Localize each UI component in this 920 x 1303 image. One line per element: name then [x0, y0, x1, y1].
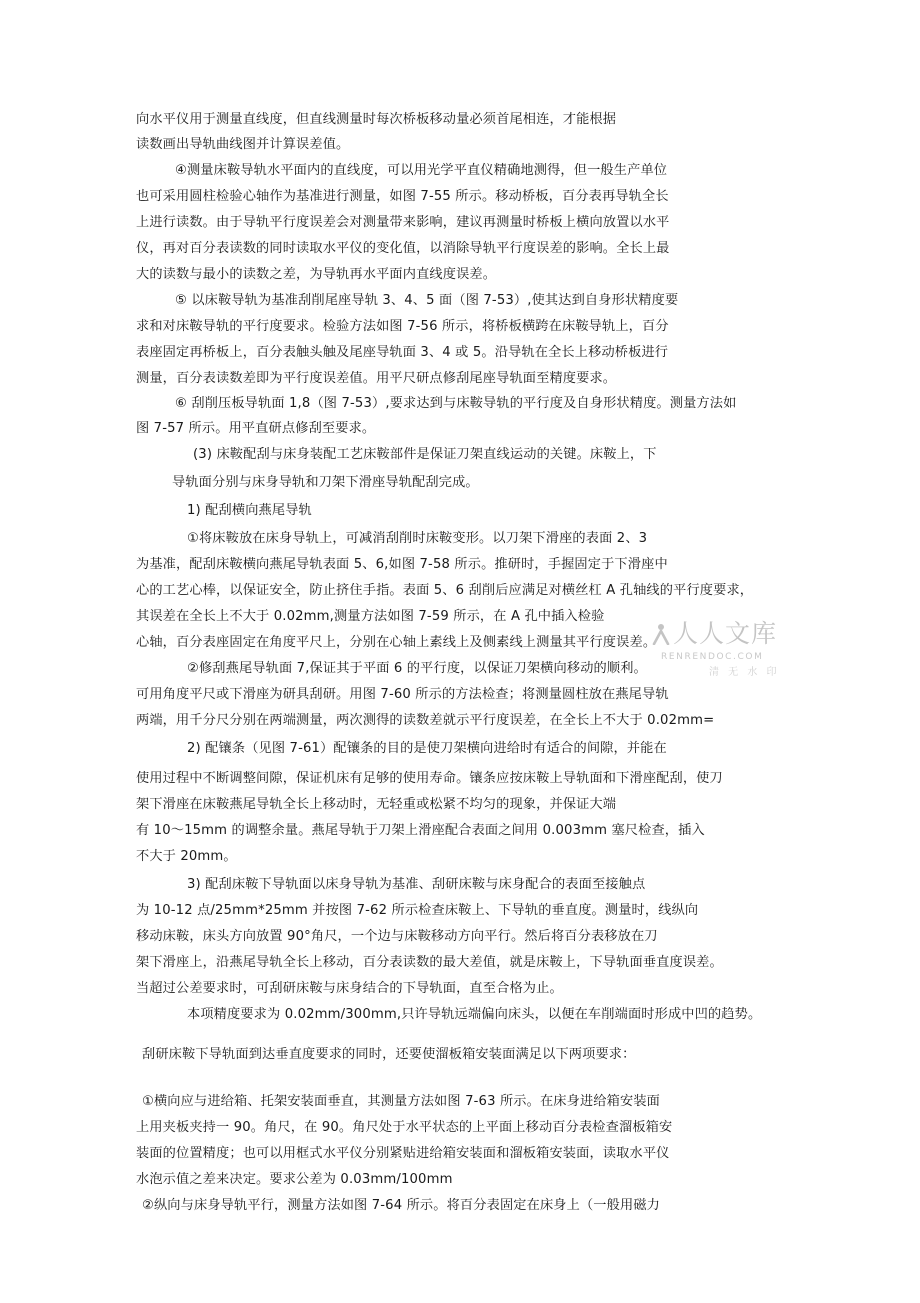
watermark [651, 619, 781, 689]
text-line: ⑤ 以床鞍导轨为基准刮削尾座导轨 3、4、5 面（图 7-53）,使其达到自身形状精度要 [175, 293, 679, 308]
text-line: 为 10-12 点/25mm*25mm 并按图 7-62 所示检查床鞍上、下导轨的垂直度。测量时，线纵向 [136, 903, 699, 918]
text-line: ①横向应与进给箱、托架安装面垂直，其测量方法如图 7-63 所示。在床身进给箱安装面 [142, 1094, 660, 1109]
text-line: 向水平仪用于测量直线度，但直线测量时每次桥板移动量必须首尾相连，才能根据 [136, 112, 617, 127]
text-line: 有 10～15mm 的调整余量。燕尾导轨于刀架上滑座配合表面之间用 0.003mm 塞尺检查，插入 [136, 823, 705, 838]
text-line: 读数画出导轨曲线图并计算误差值。 [136, 137, 350, 152]
text-line: 2) 配镶条（见图 7-61）配镶条的目的是使刀架横向进给时有适合的间隙，并能在 [187, 741, 667, 756]
text-line: 图 7-57 所示。用平直研点修刮至要求。 [136, 421, 376, 436]
text-line: ②修刮燕尾导轨面 7,保证其于平面 6 的平行度，以保证刀架横向移动的顺利。 [187, 661, 647, 676]
text-line: 移动床鞍，床头方向放置 90°角尺，一个边与床鞍移动方向平行。然后将百分表移放在刀 [136, 929, 658, 944]
text-line: 为基准，配刮床鞍横向燕尾导轨表面 5、6,如图 7-58 所示。推研时，手握固定于下滑座中 [136, 557, 668, 572]
text-line: 心轴，百分表座固定在角度平尺上，分别在心轴上素线上及侧素线上测量其平行度误差。 [136, 635, 657, 650]
watermark-logo-icon [651, 623, 671, 645]
text-line: 其误差在全长上不大于 0.02mm,测量方法如图 7-59 所示，在 A 孔中插入检验 [136, 609, 605, 624]
text-line: 架下滑座上，沿燕尾导轨全长上移动，百分表读数的最大差值，就是床鞍上，下导轨面垂直度误差。 [136, 955, 723, 970]
text-line: 不大于 20mm。 [136, 849, 237, 864]
text-line: 测量，百分表读数差即为平行度误差值。用平尺研点修刮尾座导轨面至精度要求。 [136, 371, 617, 386]
text-line: 水泡示值之差来决定。要求公差为 0.03mm/100mm [136, 1172, 453, 1187]
text-line: 上进行读数。由于导轨平行度误差会对测量带来影响，建议再测量时桥板上横向放置以水平 [136, 215, 670, 230]
watermark-subtitle: RENRENDOC.COM [661, 652, 764, 662]
text-line: ②纵向与床身导轨平行，测量方法如图 7-64 所示。将百分表固定在床身上（一般用磁力 [142, 1198, 660, 1213]
text-line: 3) 配刮床鞍下导轨面以床身导轨为基准、刮研床鞍与床身配合的表面至接触点 [187, 877, 646, 892]
text-line: 心的工艺心棒，以保证安全，防止挤住手指。表面 5、6 刮削后应满足对横丝杠 A 孔轴线的平行度要求， [136, 583, 754, 598]
watermark-tagline: 清 无 水 印 [709, 667, 780, 678]
text-line: 大的读数与最小的读数之差，为导轨再水平面内直线度误差。 [136, 267, 497, 282]
text-line: 使用过程中不断调整间隙，保证机床有足够的使用寿命。镶条应按床鞍上导轨面和下滑座配刮，使刀 [136, 771, 723, 786]
text-line: 表座固定再桥板上，百分表触头触及尾座导轨面 3、4 或 5。沿导轨在全长上移动桥板进行 [136, 345, 669, 360]
text-line: 当超过公差要求时，可刮研床鞍与床身结合的下导轨面，直至合格为止。 [136, 981, 563, 996]
text-line: 求和对床鞍导轨的平行度要求。检验方法如图 7-56 所示，将桥板横跨在床鞍导轨上，百分 [136, 319, 669, 334]
text-line: 导轨面分别与床身导轨和刀架下滑座导轨配刮完成。 [172, 475, 479, 490]
text-line: 本项精度要求为 0.02mm/300mm,只许导轨远端偏向床头，以便在车削端面时形成中凹的趋势。 [187, 1007, 762, 1022]
text-line: 1) 配刮横向燕尾导轨 [187, 503, 312, 518]
text-line: ④测量床鞍导轨水平面内的直线度，可以用光学平直仪精确地测得，但一般生产单位 [175, 163, 668, 178]
text-line: 可用角度平尺或下滑座为研具刮研。用图 7-60 所示的方法检查；将测量圆柱放在燕尾导轨 [136, 687, 669, 702]
text-line: 装面的位置精度；也可以用框式水平仪分别紧贴进给箱安装面和溜板箱安装面，读取水平仪 [136, 1146, 670, 1161]
text-line: 仪，再对百分表读数的同时读取水平仪的变化值，以消除导轨平行度误差的影响。全长上最 [136, 241, 670, 256]
text-line: ⑥ 刮削压板导轨面 1,8（图 7-53）,要求达到与床鞍导轨的平行度及自身形状精度。测量方法如 [175, 396, 737, 411]
text-line: ①将床鞍放在床身导轨上，可减消刮削时床鞍变形。以刀架下滑座的表面 2、3 [187, 531, 648, 546]
text-line: 刮研床鞍下导轨面到达垂直度要求的同时，还要使溜板箱安装面满足以下两项要求： [142, 1047, 636, 1062]
text-line: 架下滑座在床鞍燕尾导轨全长上移动时，无轻重或松紧不均匀的现象，并保证大端 [136, 797, 617, 812]
watermark-title: 人人文库 [673, 619, 778, 648]
text-line: 上用夹板夹持一 90。角尺，在 90。角尺处于水平状态的上平面上移动百分表检查溜板箱安 [136, 1120, 673, 1135]
text-line: (3) 床鞍配刮与床身装配工艺床鞍部件是保证刀架直线运动的关键。床鞍上，下 [193, 447, 657, 462]
text-line: 也可采用圆柱检验心轴作为基准进行测量，如图 7-55 所示。移动桥板，百分表再导轨全长 [136, 189, 669, 204]
text-line: 两端，用千分尺分别在两端测量，两次测得的读数差就示平行度误差，在全长上不大于 0.02mm= [136, 713, 715, 728]
